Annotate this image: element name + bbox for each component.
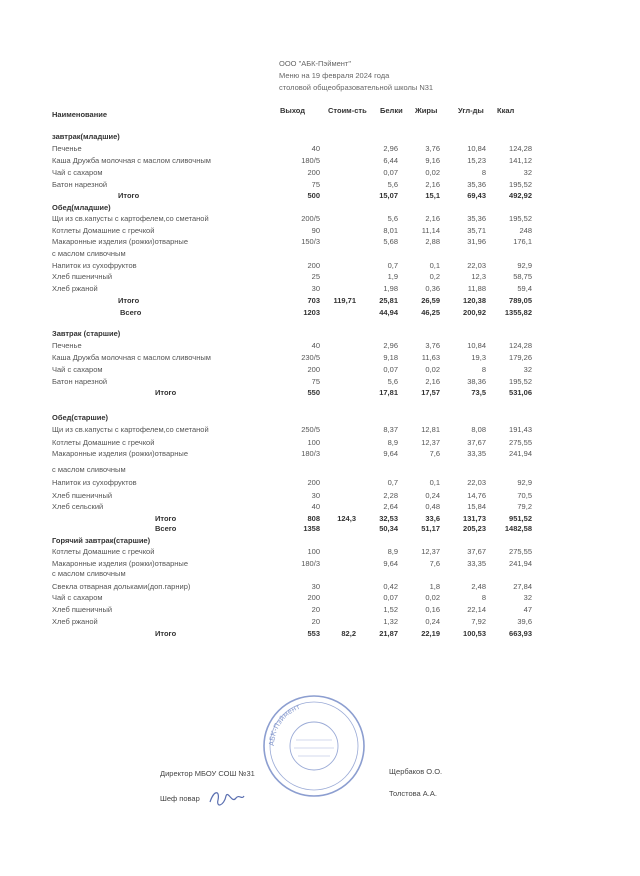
total-label: Итого — [118, 296, 140, 305]
section-title: завтрак(младшие) — [52, 132, 120, 141]
cell-k: 32 — [523, 168, 532, 177]
cell-out: 180/3 — [301, 449, 320, 458]
section-title: Обед(старшие) — [52, 413, 109, 422]
col-protein: Белки — [380, 106, 403, 115]
cell-f: 3,76 — [425, 341, 440, 350]
cell-p: 1,52 — [383, 605, 398, 614]
item-name: Напиток из сухофруктов — [52, 478, 137, 487]
cell-f: 0,02 — [425, 168, 440, 177]
cell-c: 35,36 — [467, 214, 486, 223]
cell-k: 1355,82 — [504, 308, 532, 317]
item-name: Чай с сахаром — [52, 365, 103, 374]
cell-p: 1,98 — [383, 284, 398, 293]
cell-f: 0,02 — [425, 593, 440, 602]
cell-f: 26,59 — [421, 296, 440, 305]
cell-out: 200/5 — [301, 214, 320, 223]
cell-p: 2,96 — [383, 341, 398, 350]
cell-c: 33,35 — [467, 559, 486, 568]
cell-c: 73,5 — [471, 388, 486, 397]
cell-c: 15,23 — [467, 156, 486, 165]
cell-out: 200 — [307, 168, 320, 177]
cell-k: 59,4 — [517, 284, 532, 293]
cell-out: 40 — [311, 502, 320, 511]
cell-p: 0,7 — [387, 478, 398, 487]
cell-c: 35,71 — [467, 226, 486, 235]
item-name: Хлеб пшеничный — [52, 605, 113, 614]
cell-k: 124,28 — [509, 341, 532, 350]
cell-k: 663,93 — [509, 629, 532, 638]
cell-k: 492,92 — [509, 191, 532, 200]
col-carbs: Угл-ды — [458, 106, 484, 115]
cell-out: 230/5 — [301, 353, 320, 362]
cell-p: 5,6 — [387, 377, 398, 386]
official-stamp — [260, 692, 368, 800]
cell-c: 37,67 — [467, 438, 486, 447]
cell-p: 0,07 — [383, 365, 398, 374]
cell-out: 90 — [311, 226, 320, 235]
cell-k: 92,9 — [517, 478, 532, 487]
cell-c: 19,3 — [471, 353, 486, 362]
cell-f: 3,76 — [425, 144, 440, 153]
cell-f: 0,1 — [429, 478, 440, 487]
cell-c: 35,36 — [467, 180, 486, 189]
cell-k: 39,6 — [517, 617, 532, 626]
cell-c: 22,03 — [467, 261, 486, 270]
cell-out: 40 — [311, 144, 320, 153]
cell-c: 100,53 — [463, 629, 486, 638]
cell-p: 44,94 — [379, 308, 398, 317]
cell-c: 8 — [481, 593, 486, 602]
cell-p: 0,7 — [387, 261, 398, 270]
cell-f: 46,25 — [421, 308, 440, 317]
col-cost: Стоим-сть — [328, 106, 367, 115]
cell-out: 30 — [311, 582, 320, 591]
cell-p: 17,81 — [379, 388, 398, 397]
cell-f: 0,2 — [429, 272, 440, 281]
item-name: Макаронные изделия (рожки)отварные — [52, 237, 188, 246]
cell-p: 0,42 — [383, 582, 398, 591]
cell-k: 195,52 — [509, 214, 532, 223]
cell-k: 241,94 — [509, 559, 532, 568]
cell-f: 0,1 — [429, 261, 440, 270]
cell-k: 32 — [523, 593, 532, 602]
cell-k: 176,1 — [513, 237, 532, 246]
cell-cost: 82,2 — [341, 629, 356, 638]
cell-c: 37,67 — [467, 547, 486, 556]
cell-f: 9,16 — [425, 156, 440, 165]
cell-out: 30 — [311, 284, 320, 293]
col-fat: Жиры — [415, 106, 438, 115]
cell-p: 0,07 — [383, 168, 398, 177]
item-name: Напиток из сухофруктов — [52, 261, 137, 270]
col-name: Наименование — [52, 110, 108, 119]
cell-p: 8,01 — [383, 226, 398, 235]
menu-date: Меню на 19 февраля 2024 года — [279, 71, 390, 80]
cell-out: 1203 — [303, 308, 320, 317]
cell-f: 11,14 — [421, 226, 440, 235]
cell-k: 241,94 — [509, 449, 532, 458]
cell-f: 2,16 — [425, 180, 440, 189]
cell-out: 180/3 — [301, 559, 320, 568]
section-title: Обед(младшие) — [52, 203, 111, 212]
cell-p: 5,6 — [387, 180, 398, 189]
cell-f: 0,02 — [425, 365, 440, 374]
cell-p: 9,64 — [383, 449, 398, 458]
cell-k: 1482,58 — [504, 524, 532, 533]
cell-c: 14,76 — [467, 491, 486, 500]
item-name: Батон нарезной — [52, 377, 108, 386]
cell-k: 531,06 — [509, 388, 532, 397]
cell-k: 179,26 — [509, 353, 532, 362]
item-name: с маслом сливочным — [52, 249, 126, 258]
item-name: Котлеты Домашние с гречкой — [52, 226, 155, 235]
cell-f: 15,1 — [425, 191, 440, 200]
item-name: Котлеты Домашние с гречкой — [52, 438, 155, 447]
section-title: Горячий завтрак(старшие) — [52, 536, 151, 545]
total-label: Итого — [155, 629, 177, 638]
cell-p: 8,9 — [387, 547, 398, 556]
cell-cost: 119,71 — [333, 296, 356, 305]
total-label: Итого — [155, 514, 177, 523]
cell-f: 2,88 — [425, 237, 440, 246]
cell-k: 789,05 — [509, 296, 532, 305]
cell-f: 22,19 — [421, 629, 440, 638]
cell-f: 0,16 — [425, 605, 440, 614]
cell-f: 7,6 — [429, 449, 440, 458]
cell-out: 200 — [307, 478, 320, 487]
item-name: Хлеб ржаной — [52, 617, 98, 626]
cell-p: 25,81 — [379, 296, 398, 305]
cell-p: 2,28 — [383, 491, 398, 500]
cell-k: 248 — [519, 226, 532, 235]
cell-c: 10,84 — [467, 144, 486, 153]
item-name: Каша Дружба молочная с маслом сливочным — [52, 156, 211, 165]
cell-out: 553 — [307, 629, 320, 638]
cell-k: 58,75 — [513, 272, 532, 281]
total-label: Итого — [155, 388, 177, 397]
cell-out: 20 — [311, 605, 320, 614]
cell-k: 27,84 — [513, 582, 532, 591]
cell-out: 550 — [307, 388, 320, 397]
cell-p: 8,37 — [383, 425, 398, 434]
item-name: Хлеб ржаной — [52, 284, 98, 293]
item-name: с маслом сливочным — [52, 465, 126, 474]
cell-f: 0,24 — [425, 491, 440, 500]
cell-p: 5,6 — [387, 214, 398, 223]
cell-f: 1,8 — [429, 582, 440, 591]
cell-out: 20 — [311, 617, 320, 626]
cell-f: 12,37 — [421, 438, 440, 447]
chef-title: Шеф повар — [160, 794, 200, 803]
cell-p: 50,34 — [379, 524, 398, 533]
cell-c: 8 — [481, 365, 486, 374]
cell-out: 30 — [311, 491, 320, 500]
cell-p: 32,53 — [379, 514, 398, 523]
cell-p: 1,32 — [383, 617, 398, 626]
item-name: Хлеб сельский — [52, 502, 104, 511]
cell-k: 275,55 — [509, 438, 532, 447]
cell-f: 12,37 — [421, 547, 440, 556]
cell-c: 31,96 — [467, 237, 486, 246]
cell-k: 124,28 — [509, 144, 532, 153]
school-name: столовой общеобразовательной школы N31 — [279, 83, 434, 92]
cell-out: 75 — [311, 180, 320, 189]
cell-c: 15,84 — [467, 502, 486, 511]
cell-out: 40 — [311, 341, 320, 350]
item-name: Макаронные изделия (рожки)отварные — [52, 559, 188, 568]
cell-f: 7,6 — [429, 559, 440, 568]
cell-k: 92,9 — [517, 261, 532, 270]
cell-f: 2,16 — [425, 377, 440, 386]
cell-p: 15,07 — [379, 191, 398, 200]
cell-p: 21,87 — [379, 629, 398, 638]
cell-f: 33,6 — [425, 514, 440, 523]
cell-k: 141,12 — [509, 156, 532, 165]
item-name: с маслом сливочным — [52, 569, 126, 578]
cell-p: 9,64 — [383, 559, 398, 568]
cell-c: 120,38 — [463, 296, 486, 305]
cell-out: 75 — [311, 377, 320, 386]
svg-text:АБК-Пэймент — [268, 703, 301, 746]
cell-c: 131,73 — [463, 514, 486, 523]
item-name: Котлеты Домашние с гречкой — [52, 547, 155, 556]
stamp-ring-text: АБК-Пэймент — [267, 702, 302, 747]
cell-f: 0,36 — [425, 284, 440, 293]
cell-c: 22,14 — [467, 605, 486, 614]
cell-c: 10,84 — [467, 341, 486, 350]
cell-out: 1358 — [303, 524, 320, 533]
item-name: Каша Дружба молочная с маслом сливочным — [52, 353, 211, 362]
cell-out: 150/3 — [301, 237, 320, 246]
col-output: Выход — [280, 106, 306, 115]
cell-out: 703 — [307, 296, 320, 305]
cell-f: 11,63 — [421, 353, 440, 362]
cell-p: 2,96 — [383, 144, 398, 153]
cell-c: 8,08 — [471, 425, 486, 434]
cell-c: 33,35 — [467, 449, 486, 458]
cell-c: 69,43 — [467, 191, 486, 200]
cell-c: 7,92 — [471, 617, 486, 626]
director-title: Директор МБОУ СОШ №31 — [160, 769, 255, 778]
item-name: Макаронные изделия (рожки)отварные — [52, 449, 188, 458]
cell-p: 1,9 — [387, 272, 398, 281]
item-name: Свекла отварная дольками(доп.гарнир) — [52, 582, 191, 591]
item-name: Хлеб пшеничный — [52, 272, 113, 281]
cell-c: 205,23 — [463, 524, 486, 533]
cell-k: 47 — [523, 605, 532, 614]
director-name: Щербаков О.О. — [389, 767, 443, 776]
cell-f: 17,57 — [421, 388, 440, 397]
cell-k: 79,2 — [517, 502, 532, 511]
cell-out: 250/5 — [301, 425, 320, 434]
chef-signature — [206, 786, 246, 810]
cell-out: 100 — [307, 438, 320, 447]
total-label: Всего — [155, 524, 177, 533]
item-name: Печенье — [52, 144, 82, 153]
cell-p: 5,68 — [383, 237, 398, 246]
company-name: ООО "АБК-Пэймент" — [279, 59, 352, 68]
item-name: Чай с сахаром — [52, 593, 103, 602]
item-name: Щи из св.капусты с картофелем,со сметаной — [52, 425, 209, 434]
cell-f: 51,17 — [421, 524, 440, 533]
cell-out: 808 — [307, 514, 320, 523]
cell-p: 8,9 — [387, 438, 398, 447]
cell-out: 200 — [307, 593, 320, 602]
cell-k: 951,52 — [509, 514, 532, 523]
item-name: Чай с сахаром — [52, 168, 103, 177]
cell-k: 275,55 — [509, 547, 532, 556]
cell-c: 12,3 — [471, 272, 486, 281]
total-label: Итого — [118, 191, 140, 200]
total-label: Всего — [120, 308, 142, 317]
cell-k: 195,52 — [509, 377, 532, 386]
section-title: Завтрак (старшие) — [52, 329, 121, 338]
cell-out: 100 — [307, 547, 320, 556]
cell-out: 200 — [307, 365, 320, 374]
cell-c: 8 — [481, 168, 486, 177]
cell-k: 32 — [523, 365, 532, 374]
cell-out: 200 — [307, 261, 320, 270]
cell-c: 11,88 — [467, 284, 486, 293]
col-kcal: Ккал — [497, 106, 515, 115]
cell-k: 195,52 — [509, 180, 532, 189]
cell-c: 22,03 — [467, 478, 486, 487]
item-name: Батон нарезной — [52, 180, 108, 189]
cell-f: 12,81 — [421, 425, 440, 434]
item-name: Щи из св.капусты с картофелем,со сметаной — [52, 214, 209, 223]
cell-f: 0,24 — [425, 617, 440, 626]
cell-k: 70,5 — [517, 491, 532, 500]
cell-out: 180/5 — [301, 156, 320, 165]
cell-k: 191,43 — [509, 425, 532, 434]
chef-name: Толстова А.А. — [389, 789, 437, 798]
cell-c: 38,36 — [467, 377, 486, 386]
cell-p: 0,07 — [383, 593, 398, 602]
cell-f: 0,48 — [425, 502, 440, 511]
cell-cost: 124,3 — [337, 514, 356, 523]
cell-p: 6,44 — [383, 156, 398, 165]
cell-c: 2,48 — [471, 582, 486, 591]
cell-out: 25 — [311, 272, 320, 281]
cell-f: 2,16 — [425, 214, 440, 223]
cell-p: 9,18 — [383, 353, 398, 362]
cell-p: 2,64 — [383, 502, 398, 511]
item-name: Печенье — [52, 341, 82, 350]
cell-out: 500 — [307, 191, 320, 200]
cell-c: 200,92 — [463, 308, 486, 317]
item-name: Хлеб пшеничный — [52, 491, 113, 500]
